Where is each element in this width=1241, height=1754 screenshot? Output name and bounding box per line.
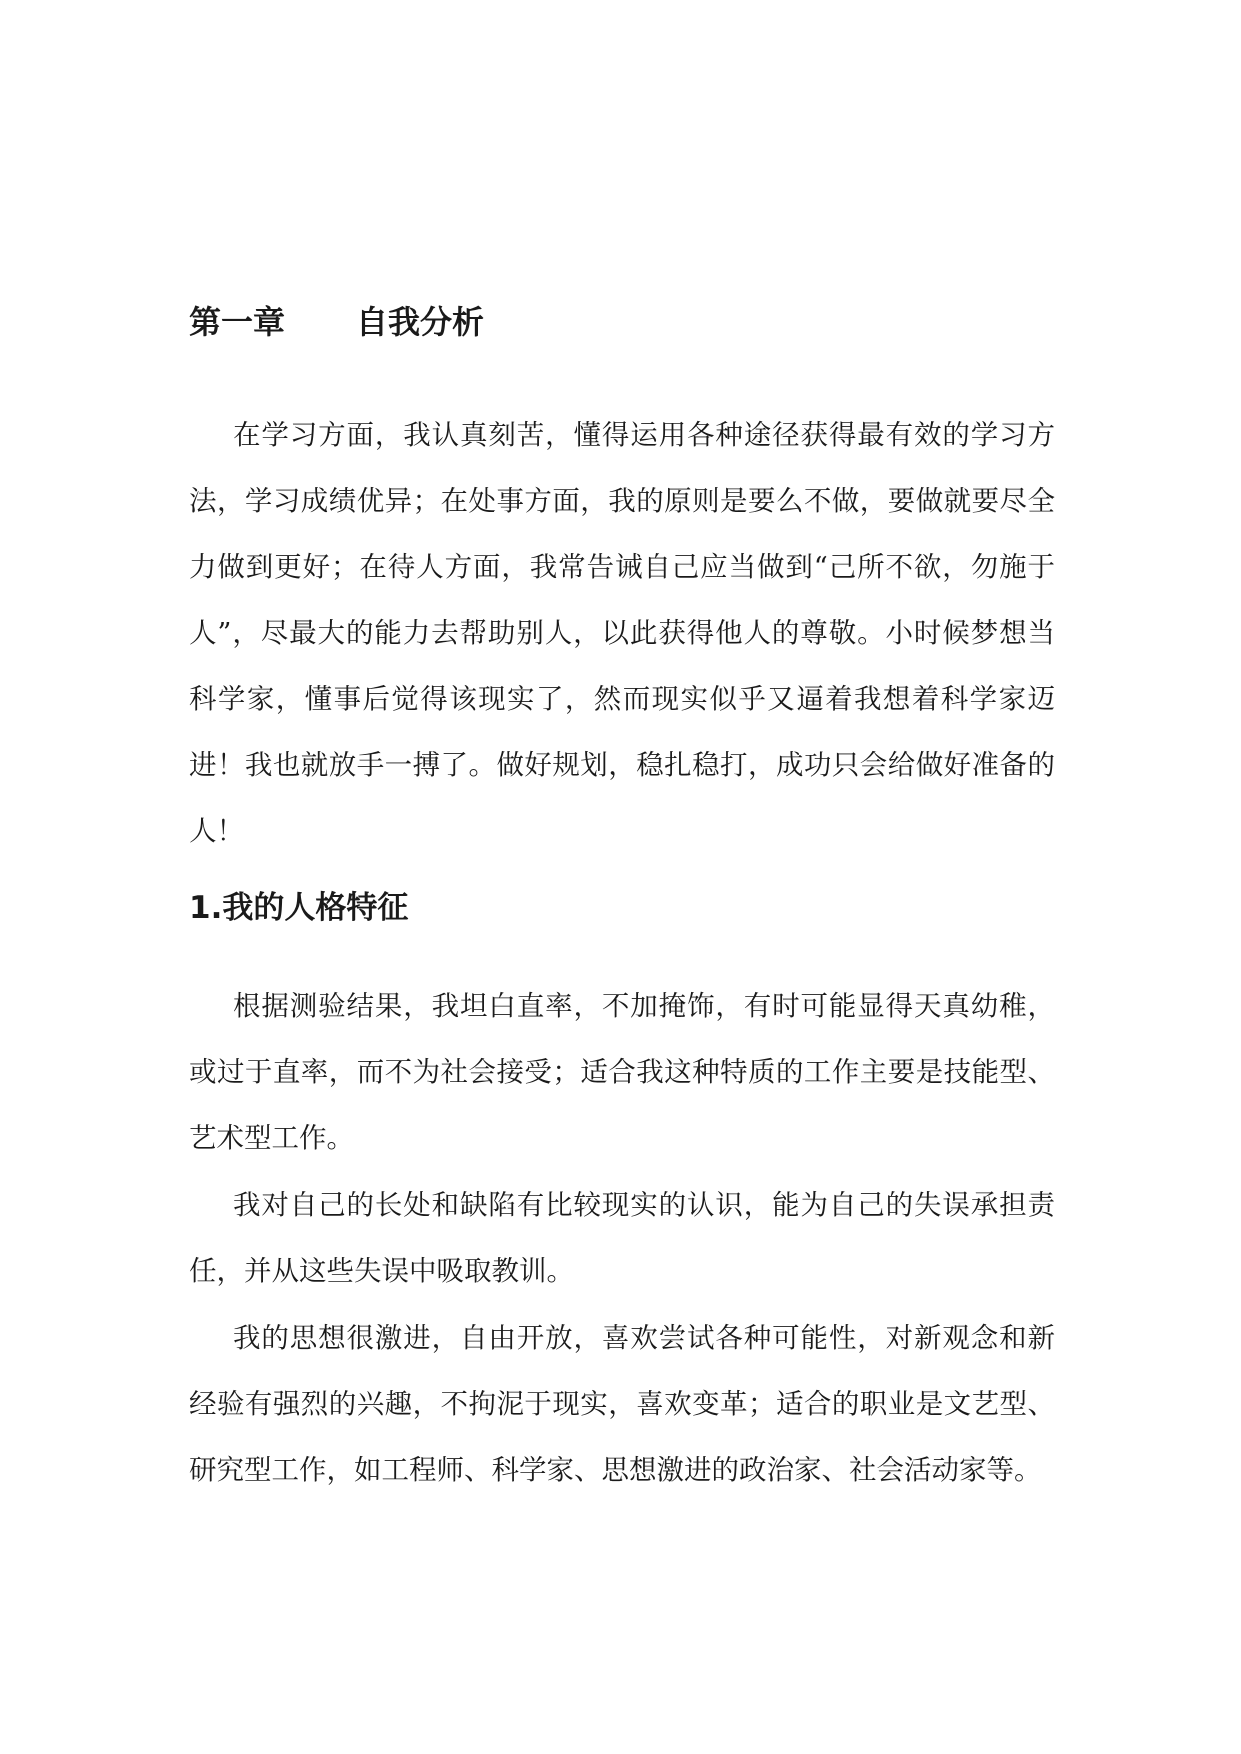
chapter-title [189, 302, 484, 342]
intro-paragraph: 在学习方面，我认真刻苦，懂得运用各种途径获得最有效的学习方法，学习成绩优异；在处事方面，我的原则是要么不做，要做就要尽全力做到更好；在待人方面，我常告诫自己应当做到“己所不欲，勿施于人”，尽最大的能力去帮助别人，以此获得他人的尊敬。小时候梦想当科学家，懂事后觉得该现实了，然而现实似乎又逼着我想着科学家迈进！我也就放手一搏了。做好规划，稳扎稳打，成功只会给做好准备的人！ [189, 419, 1055, 847]
chapter-number: 第一章 [189, 303, 286, 341]
chapter-name: 自我分析 [356, 303, 485, 341]
section-paragraph-1: 根据测验结果，我坦白直率，不加掩饰，有时可能显得天真幼稚，或过于直率，而不为社会接受；适合我这种特质的工作主要是技能型、艺术型工作。 [189, 990, 1055, 1154]
section-title: 1.我的人格特征 [189, 890, 409, 926]
section-paragraph-3: 我的思想很激进，自由开放，喜欢尝试各种可能性，对新观念和新经验有强烈的兴趣，不拘泥于现实，喜欢变革；适合的职业是文艺型、研究型工作，如工程师、科学家、思想激进的政治家、社会活动家等。 [189, 1322, 1055, 1486]
section-paragraph-2: 我对自己的长处和缺陷有比较现实的认识，能为自己的失误承担责任，并从这些失误中吸取教训。 [189, 1189, 1055, 1287]
